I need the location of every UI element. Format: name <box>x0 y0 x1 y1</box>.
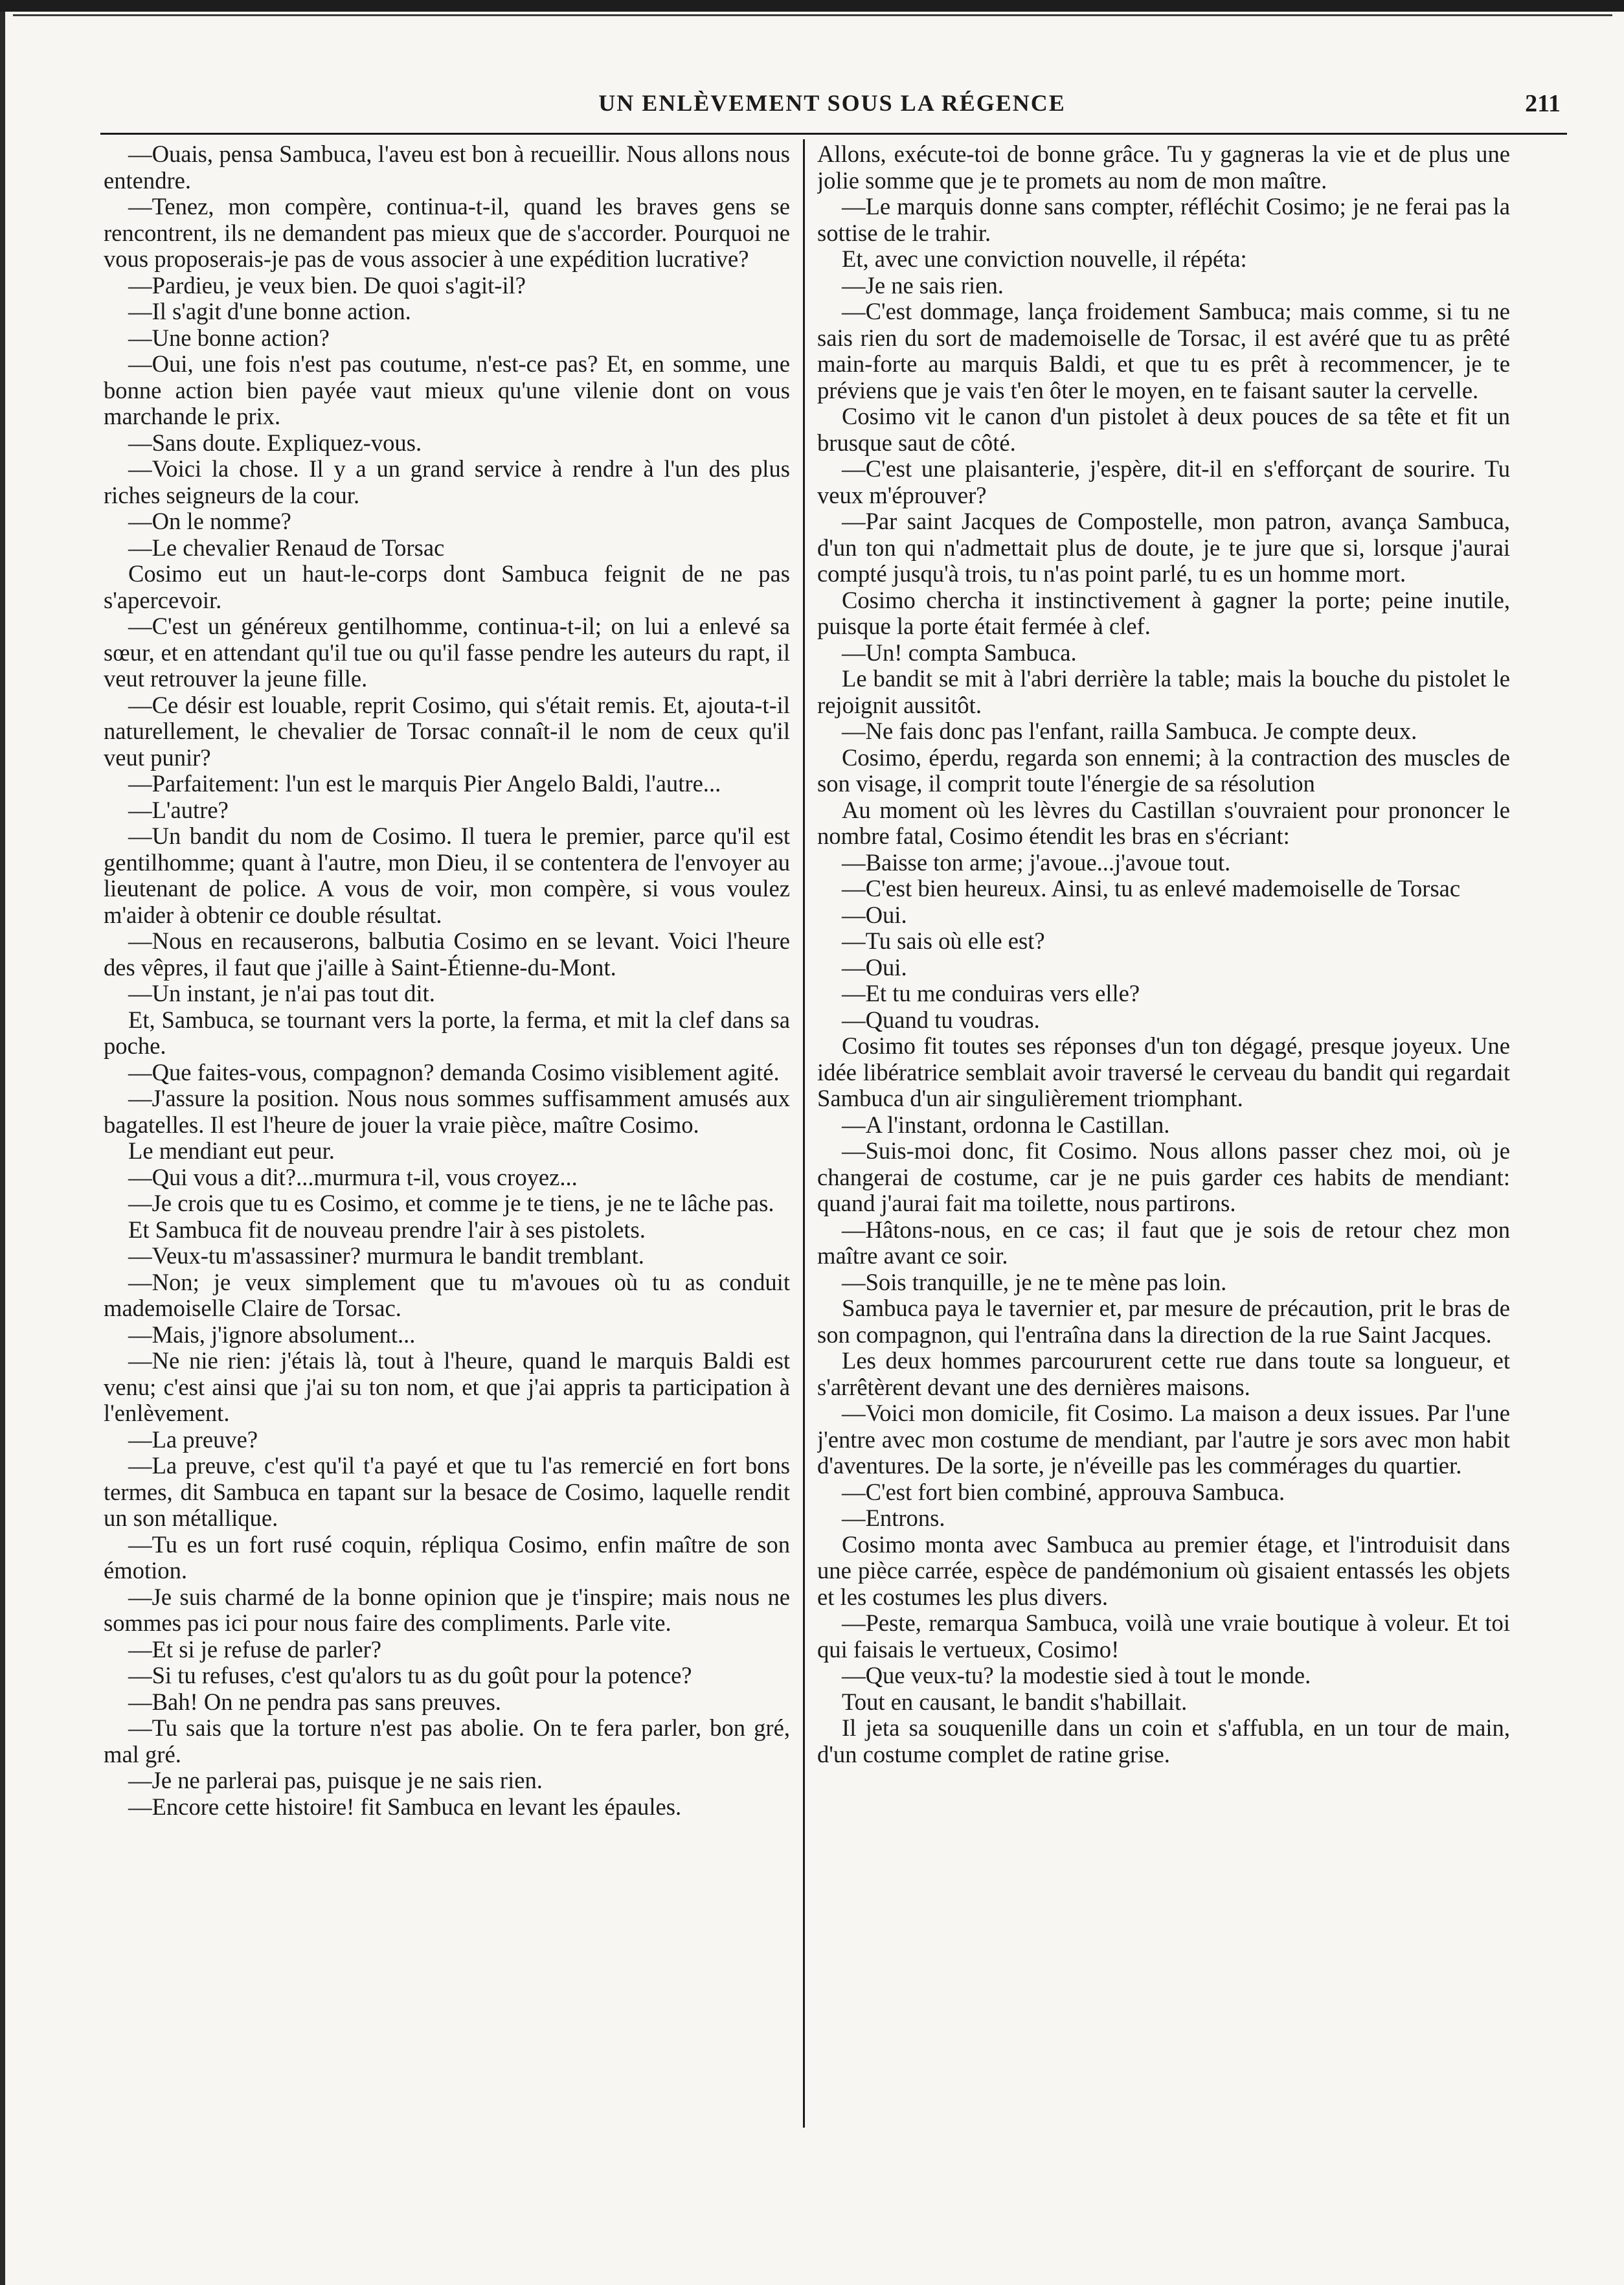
paragraph: —C'est un généreux gentilhomme, continua-t-il; on lui a enlevé sa sœur, et en attendant qu'il tue ou qu'il fasse pendre les auteurs du rapt, il veut retrouver la jeune fille. <box>104 613 790 692</box>
paragraph: —Que faites-vous, compagnon? demanda Cosimo visiblement agité. <box>128 1058 780 1086</box>
page-left-edge <box>0 0 5 2285</box>
paragraph: —Si tu refuses, c'est qu'alors tu as du goût pour la potence? <box>128 1662 692 1688</box>
paragraph: Le mendiant eut peur. <box>128 1137 335 1164</box>
paragraph: —La preuve? <box>128 1426 258 1453</box>
paragraph: —C'est dommage, lança froidement Sambuca; mais comme, si tu ne sais rien du sort de mademoiselle de Torsac, il est avéré que tu as prêté main-forte au marquis Baldi, et que tu es prêt à recommencer, je te préviens que je vais t'en ôter le moyen, en te faisant sauter la cervelle. <box>817 298 1510 404</box>
paragraph: —Et si je refuse de parler? <box>128 1635 382 1663</box>
top-border-rule <box>0 0 1624 12</box>
paragraph: —Oui, une fois n'est pas coutume, n'est-ce pas? Et, en somme, une bonne action bien payée vaut mieux qu'une vilenie dont on vous marchande le prix. <box>104 350 790 429</box>
paragraph: —Non; je veux simplement que tu m'avoues où tu as conduit mademoiselle Claire de Torsac. <box>104 1268 790 1321</box>
paragraph: Le bandit se mit à l'abri derrière la table; mais la bouche du pistolet le rejoignit aussitôt. <box>817 665 1510 718</box>
paragraph: —Hâtons-nous, en ce cas; il faut que je sois de retour chez mon maître avant ce soir. <box>817 1216 1510 1269</box>
paragraph: —C'est fort bien combiné, approuva Sambuca. <box>842 1478 1285 1505</box>
paragraph: —Entrons. <box>842 1505 945 1531</box>
paragraph: Cosimo eut un haut-le-corps dont Sambuca feignit de ne pas s'apercevoir. <box>104 560 790 613</box>
paragraph: —Je suis charmé de la bonne opinion que je t'inspire; mais nous ne sommes pas ici pour nous faire des compliments. Parle vite. <box>104 1583 790 1636</box>
paragraph: —La preuve, c'est qu'il t'a payé et que tu l'as remercié en fort bons termes, dit Sambuca en tapant sur la besace de Cosimo, laquelle rendit un son métallique. <box>104 1452 790 1531</box>
paragraph: —Mais, j'ignore absolument... <box>128 1321 416 1348</box>
paragraph: —Nous en recauserons, balbutia Cosimo en se levant. Voici l'heure des vêpres, il faut que j'aille à Saint-Étienne-du-Mont. <box>104 927 790 981</box>
paragraph: —Tu sais où elle est? <box>842 927 1045 954</box>
page-number: 211 <box>1525 90 1561 117</box>
paragraph: —Un bandit du nom de Cosimo. Il tuera le premier, parce qu'il est gentilhomme; quant à l'autre, mon Dieu, il se contentera de l'envoyer au lieutenant de police. A vous de voir, mon compère, si vous voulez m'aider à obtenir ce double résultat. <box>104 823 790 928</box>
paragraph: Et Sambuca fit de nouveau prendre l'air à ses pistolets. <box>128 1216 646 1243</box>
header-rule <box>100 133 1567 135</box>
right-column <box>817 141 1510 2220</box>
paragraph: Cosimo vit le canon d'un pistolet à deux pouces de sa tête et fit un brusque saut de côté. <box>817 403 1510 456</box>
paragraph: —Sans doute. Expliquez-vous. <box>128 429 422 456</box>
paragraph: —Ce désir est louable, reprit Cosimo, qui s'était remis. Et, ajouta-t-il naturellement, le chevalier de Torsac connaît-il le nom de ceux qu'il veut punir? <box>104 691 790 771</box>
paragraph: —Je ne sais rien. <box>842 271 1004 299</box>
paragraph: —Ne fais donc pas l'enfant, railla Sambuca. Je compte deux. <box>842 718 1417 744</box>
paragraph: —Veux-tu m'assassiner? murmura le bandit tremblant. <box>128 1242 644 1269</box>
paragraph: —Une bonne action? <box>128 324 330 351</box>
paragraph: Les deux hommes parcoururent cette rue dans toute sa longueur, et s'arrêtèrent devant une des dernières maisons. <box>817 1347 1510 1400</box>
paragraph: Au moment où les lèvres du Castillan s'ouvraient pour prononcer le nombre fatal, Cosimo étendit les bras en s'écriant: <box>817 796 1510 849</box>
paragraph: Il jeta sa souquenille dans un coin et s'affubla, en un tour de main, d'un costume complet de ratine grise. <box>817 1714 1510 1768</box>
paragraph: —Voici la chose. Il y a un grand service à rendre à l'un des plus riches seigneurs de la cour. <box>104 455 790 508</box>
paragraph: —On le nomme? <box>128 508 291 534</box>
paragraph: —Baisse ton arme; j'avoue...j'avoue tout. <box>842 848 1231 876</box>
paragraph: —Voici mon domicile, fit Cosimo. La maison a deux issues. Par l'une j'entre avec mon costume de mendiant, par l'autre je sors avec mon habit d'aventures. De la sorte, je n'éveille pas les commérages du quartier. <box>817 1400 1510 1479</box>
paragraph: —Tenez, mon compère, continua-t-il, quand les braves gens se rencontrent, ils ne demandent pas mieux que de s'accorder. Pourquoi ne vous proposerais-je pas de vous associer à une expédition lucrative? <box>104 193 790 272</box>
paragraph: —Le chevalier Renaud de Torsac <box>128 534 445 561</box>
paragraph: Cosimo fit toutes ses réponses d'un ton dégagé, presque joyeux. Une idée libératrice semblait avoir traversé le cerveau du bandit qui regardait Sambuca d'un air singulièrement triomphant. <box>817 1032 1510 1111</box>
paragraph: —Un! compta Sambuca. <box>842 639 1077 666</box>
paragraph: Cosimo chercha it instinctivement à gagner la porte; peine inutile, puisque la porte était fermée à clef. <box>817 586 1510 639</box>
page-header <box>104 83 1561 122</box>
column-divider <box>803 139 805 2128</box>
running-title: UN ENLÈVEMENT SOUS LA RÉGENCE <box>598 90 1066 116</box>
paragraph: —Peste, remarqua Sambuca, voilà une vraie boutique à voleur. Et toi qui faisais le vertueux, Cosimo! <box>817 1609 1510 1663</box>
paragraph: —Ne nie rien: j'étais là, tout à l'heure, quand le marquis Baldi est venu; c'est ainsi que j'ai su ton nom, et que j'ai appris ta participation à l'enlèvement. <box>104 1347 790 1426</box>
paragraph: —Par saint Jacques de Compostelle, mon patron, avança Sambuca, d'un ton qui n'admettait plus de doute, je te jure que si, lorsque j'aurai compté jusqu'à trois, tu n'as point parlé, tu es un homme mort. <box>817 508 1510 587</box>
paragraph: —C'est une plaisanterie, j'espère, dit-il en s'efforçant de sourire. Tu veux m'éprouver? <box>817 455 1510 508</box>
paragraph: —Encore cette histoire! fit Sambuca en levant les épaules. <box>128 1793 682 1820</box>
paragraph: —Suis-moi donc, fit Cosimo. Nous allons passer chez moi, où je changerai de costume, car je ne puis garder ces habits de mendiant: quand j'aurai fait ma toilette, nous partirons. <box>817 1137 1510 1216</box>
top-thin-rule <box>13 14 1612 16</box>
paragraph: Cosimo monta avec Sambuca au premier étage, et l'introduisit dans une pièce carrée, espèce de pandémonium où gisaient entassés les objets et les costumes les plus divers. <box>817 1530 1510 1610</box>
paragraph: —Que veux-tu? la modestie sied à tout le monde. <box>842 1662 1311 1688</box>
paragraph: —Je crois que tu es Cosimo, et comme je te tiens, je ne te lâche pas. <box>128 1190 774 1216</box>
paragraph: —Parfaitement: l'un est le marquis Pier Angelo Baldi, l'autre... <box>128 770 721 797</box>
paragraph: —J'assure la position. Nous nous sommes suffisamment amusés aux bagatelles. Il est l'heure de jouer la vraie pièce, maître Cosimo. <box>104 1085 790 1138</box>
paragraph: Cosimo, éperdu, regarda son ennemi; à la contraction des muscles de son visage, il comprit toute l'énergie de sa résolution <box>817 744 1510 797</box>
paragraph: —Il s'agit d'une bonne action. <box>128 298 411 324</box>
paragraph: —Pardieu, je veux bien. De quoi s'agit-il? <box>128 271 526 299</box>
paragraph: —Qui vous a dit?...murmura t-il, vous croyez... <box>128 1163 578 1190</box>
paragraph: Tout en causant, le bandit s'habillait. <box>842 1688 1188 1715</box>
paragraph: Allons, exécute-toi de bonne grâce. Tu y gagneras la vie et de plus une jolie somme que je te promets au nom de mon maître. <box>817 141 1510 194</box>
paragraph: —Oui. <box>842 953 907 981</box>
left-column <box>104 141 790 2220</box>
paragraph: —A l'instant, ordonna le Castillan. <box>842 1111 1170 1138</box>
paragraph: Sambuca paya le tavernier et, par mesure de précaution, prit le bras de son compagnon, qui l'entraîna dans la direction de la rue Saint Jacques. <box>817 1295 1510 1348</box>
paragraph: —Ouais, pensa Sambuca, l'aveu est bon à recueillir. Nous allons nous entendre. <box>104 141 790 194</box>
paragraph: —Quand tu voudras. <box>842 1006 1040 1033</box>
paragraph: —Tu es un fort rusé coquin, répliqua Cosimo, enfin maître de son émotion. <box>104 1530 790 1584</box>
paragraph: —L'autre? <box>128 796 229 823</box>
paragraph: —Sois tranquille, je ne te mène pas loin. <box>842 1268 1227 1295</box>
paragraph: —Un instant, je n'ai pas tout dit. <box>128 980 435 1006</box>
paragraph: —Je ne parlerai pas, puisque je ne sais rien. <box>128 1767 543 1793</box>
paragraph: —Le marquis donne sans compter, réfléchit Cosimo; je ne ferai pas la sottise de le trahir. <box>817 193 1510 246</box>
paragraph: —Bah! On ne pendra pas sans preuves. <box>128 1688 501 1715</box>
paragraph: Et, Sambuca, se tournant vers la porte, la ferma, et mit la clef dans sa poche. <box>104 1006 790 1059</box>
paragraph: —Oui. <box>842 901 907 928</box>
paragraph: Et, avec une conviction nouvelle, il répéta: <box>842 245 1247 272</box>
paragraph: —C'est bien heureux. Ainsi, tu as enlevé mademoiselle de Torsac <box>842 875 1461 902</box>
paragraph: —Tu sais que la torture n'est pas abolie. On te fera parler, bon gré, mal gré. <box>104 1714 790 1768</box>
paragraph: —Et tu me conduiras vers elle? <box>842 980 1140 1006</box>
